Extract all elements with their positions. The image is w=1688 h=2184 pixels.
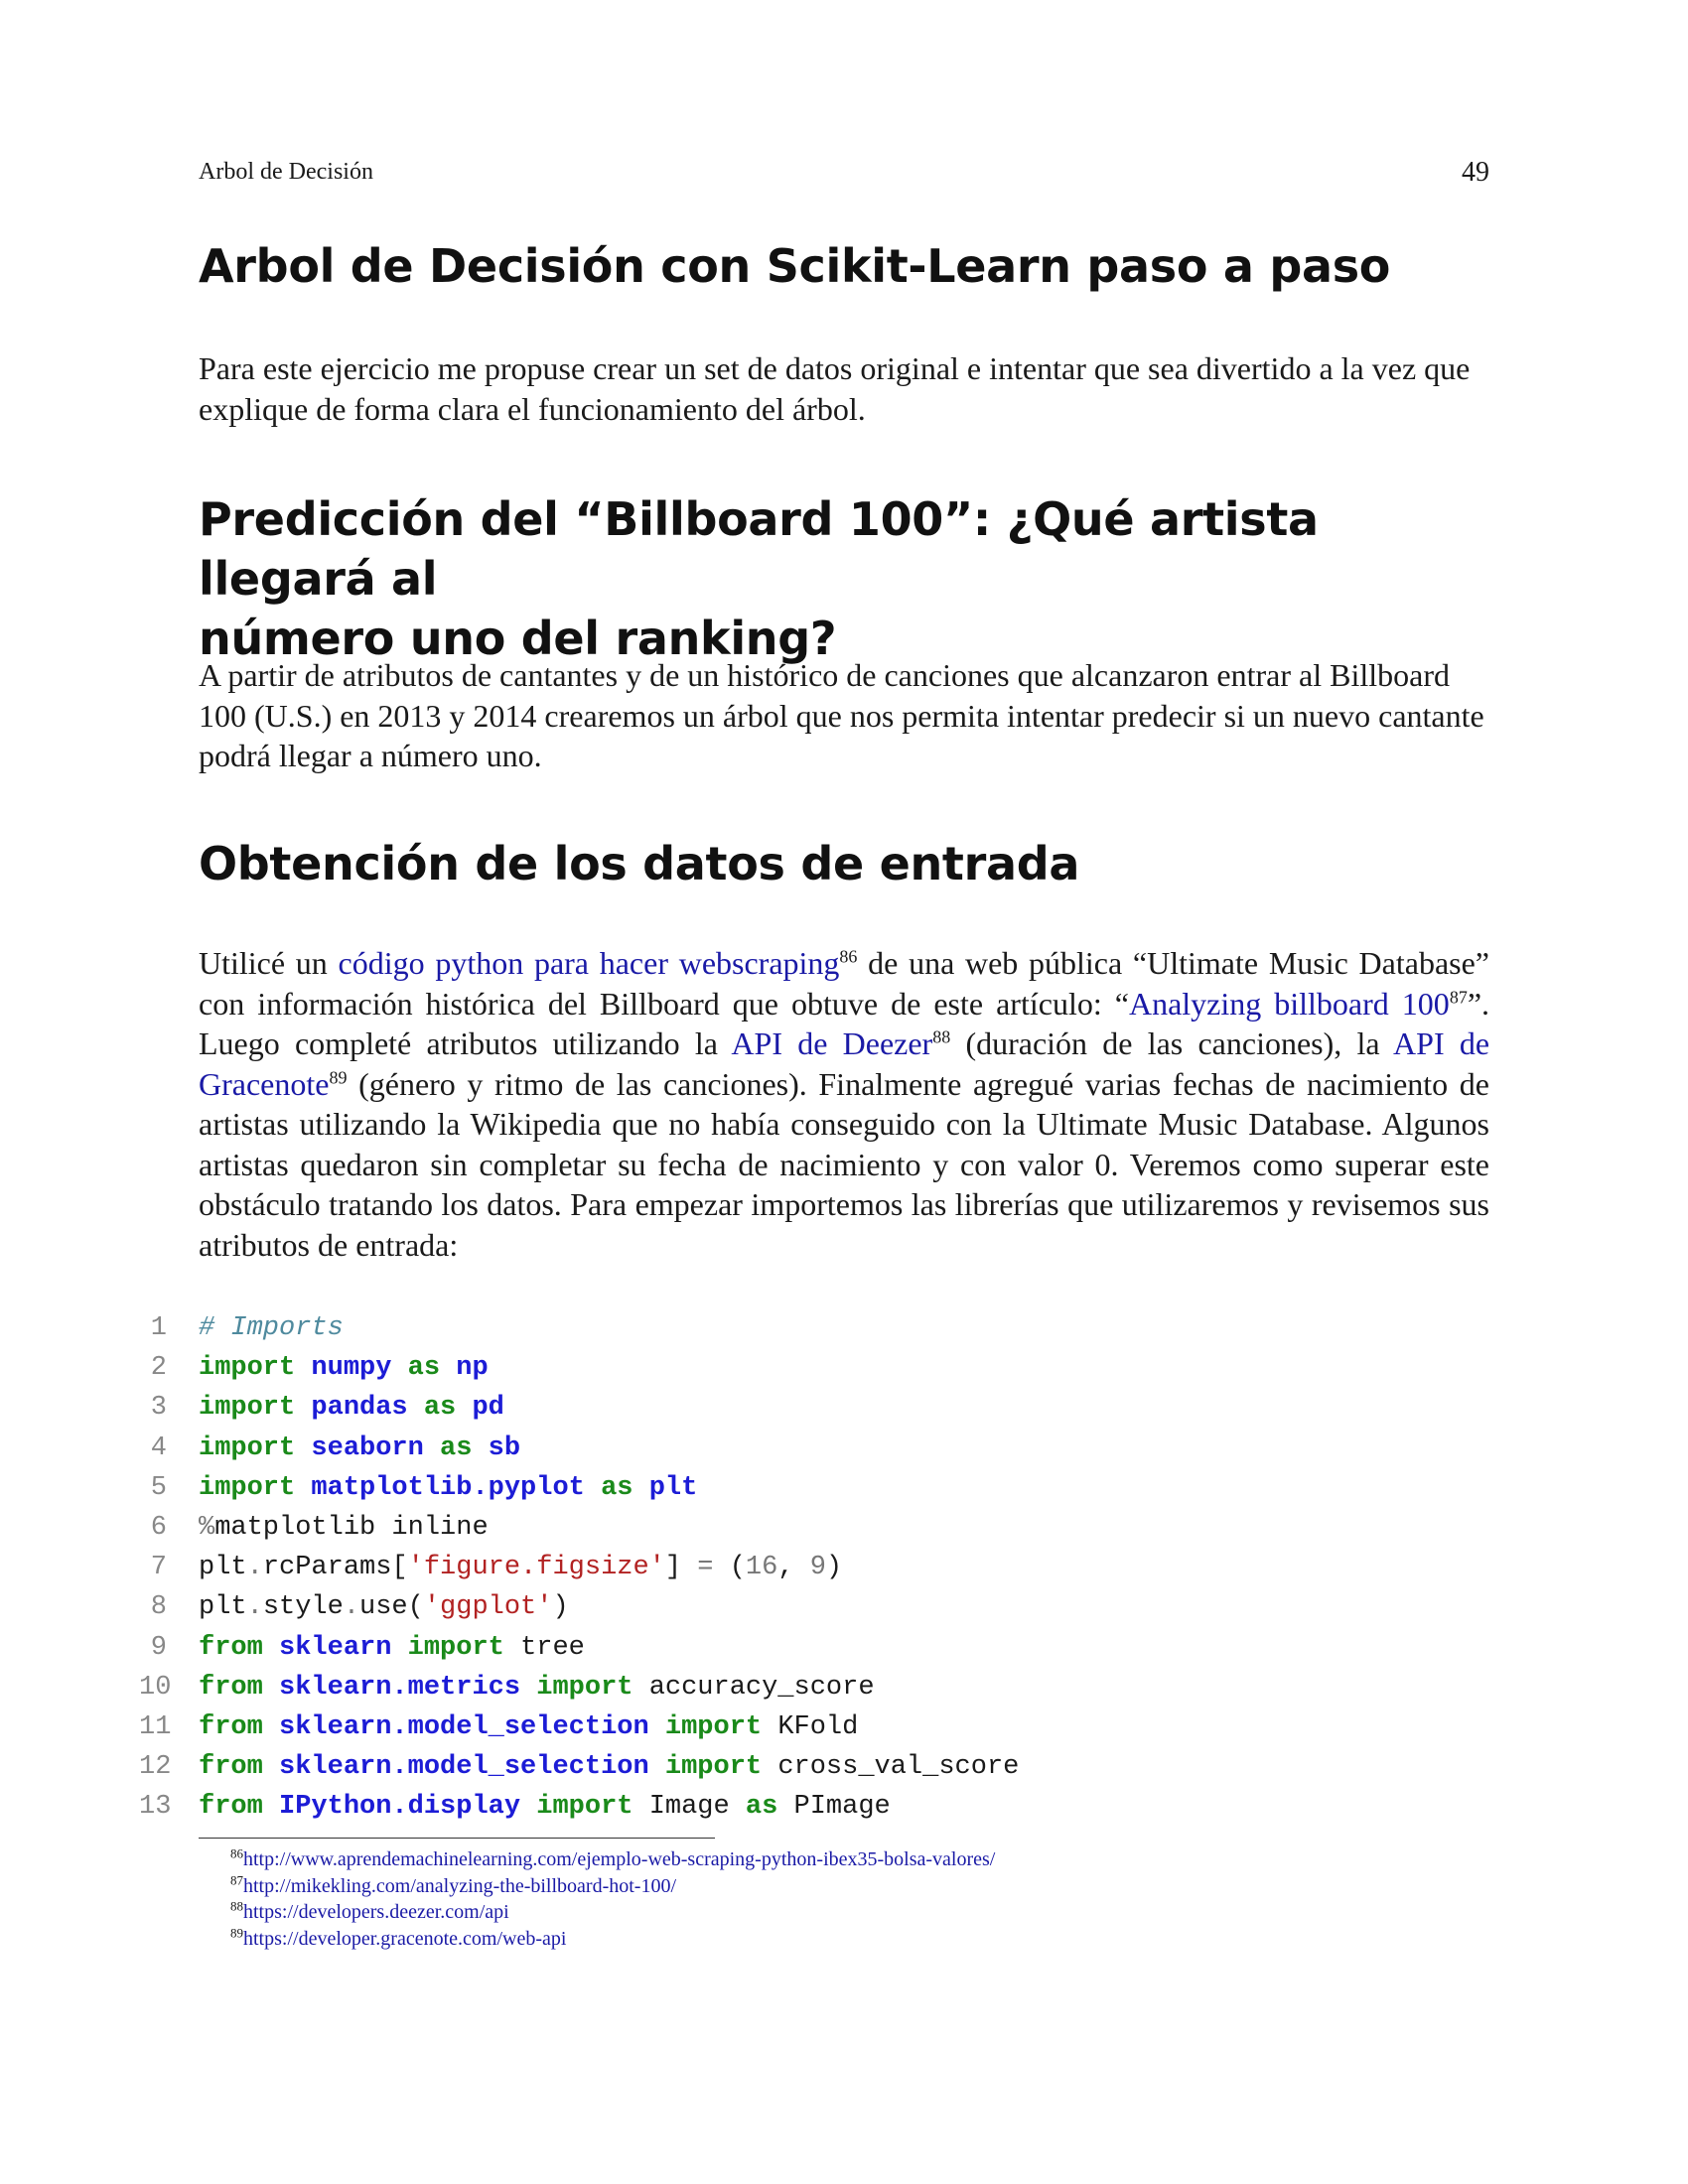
footnote-number: 87 — [230, 1871, 243, 1887]
code-line — [139, 1468, 1529, 1508]
code-keyword: from — [199, 1632, 263, 1663]
code-keyword: import — [536, 1792, 633, 1823]
code-text: ) — [825, 1553, 843, 1583]
line-number: 4 — [150, 1433, 167, 1463]
code-string: 'figure.figsize' — [407, 1553, 665, 1583]
code-keyword: import — [199, 1433, 296, 1463]
line-number: 7 — [150, 1553, 167, 1583]
text-run: (género y ritmo de las canciones). Finalmente agregué varias fechas de nacimiento de artistas utilizando la Wikipedia que no había conseguido con la Ultimate Music Database. Algunos artistas quedaron sin completar su fecha de nacimiento y con valor 0. Veremos como superar este obstáculo tratando los datos. Para empezar importemos las librerías que utilizaremos y revisemos sus atributos de entrada: — [199, 1065, 1489, 1263]
code-line — [139, 1787, 1529, 1827]
datos-paragraph — [199, 943, 1489, 1265]
code-text: ] — [664, 1553, 698, 1583]
code-module: pandas — [311, 1393, 408, 1424]
code-keyword: from — [199, 1672, 263, 1703]
link-analyzing-billboard[interactable]: Analyzing billboard 100 — [1128, 985, 1450, 1022]
code-keyword: import — [199, 1472, 296, 1503]
line-number: 2 — [150, 1353, 167, 1384]
footnote-link[interactable]: http://mikekling.com/analyzing-the-billboard-hot-100/ — [243, 1874, 677, 1897]
code-line — [139, 1388, 1529, 1428]
link-webscraping[interactable]: código python para hacer webscraping — [338, 945, 840, 981]
code-identifier: plt — [199, 1592, 247, 1623]
code-line — [139, 1308, 1529, 1348]
code-identifier: accuracy_score — [648, 1672, 875, 1703]
code-comment: # Imports — [199, 1313, 344, 1343]
code-identifier: use( — [359, 1592, 424, 1623]
code-text: , — [777, 1553, 810, 1583]
code-line — [139, 1707, 1529, 1747]
code-keyword: as — [440, 1433, 473, 1463]
section-heading-billboard-line2: número uno del ranking? — [199, 612, 837, 665]
text-run: de una web pública “Ultimate Music Database” con información histórica del Billboard que obtuve de este artículo: “ — [199, 945, 1489, 1022]
text-run: (duración de las canciones), la — [950, 1025, 1394, 1061]
code-line — [139, 1668, 1529, 1707]
code-alias: pd — [472, 1393, 504, 1424]
code-text: ( — [713, 1553, 746, 1583]
footnote-ref-89[interactable]: 89 — [329, 1066, 348, 1087]
code-module: sklearn.model_selection — [279, 1711, 649, 1742]
code-text: matplotlib inline — [214, 1512, 489, 1543]
code-identifier: plt — [199, 1553, 247, 1583]
running-header-title: Arbol de Decisión — [199, 159, 373, 185]
code-keyword: as — [601, 1472, 633, 1503]
footnote-divider — [199, 1838, 715, 1839]
section-heading-datos-entrada: Obtención de los datos de entrada — [199, 837, 1080, 890]
code-module: matplotlib.pyplot — [311, 1472, 585, 1503]
line-number: 10 — [139, 1672, 172, 1703]
line-number: 5 — [150, 1472, 167, 1503]
footnote-link[interactable]: https://developers.deezer.com/api — [243, 1901, 509, 1923]
code-module: IPython.display — [279, 1792, 521, 1823]
footnote-ref-87[interactable]: 87 — [1449, 986, 1468, 1007]
footnote-number: 88 — [230, 1898, 243, 1914]
line-number: 13 — [139, 1792, 172, 1823]
text-run: Utilicé un — [199, 945, 339, 981]
footnote-item — [230, 1846, 1422, 1873]
code-line — [139, 1508, 1529, 1548]
running-header — [199, 159, 1489, 195]
line-number: 11 — [139, 1711, 172, 1742]
code-keyword: from — [199, 1752, 263, 1783]
link-api-deezer[interactable]: API de Deezer — [731, 1025, 933, 1061]
code-line — [139, 1747, 1529, 1787]
code-identifier: rcParams[ — [262, 1553, 408, 1583]
code-identifier: style — [262, 1592, 344, 1623]
code-keyword: import — [536, 1672, 633, 1703]
footnote-number: 89 — [230, 1924, 243, 1940]
footnote-link[interactable]: https://developer.gracenote.com/web-api — [243, 1927, 567, 1950]
footnote-ref-88[interactable]: 88 — [932, 1026, 951, 1047]
footnote-item — [230, 1899, 1422, 1926]
code-keyword: import — [664, 1752, 763, 1783]
code-text: ) — [552, 1592, 569, 1623]
code-keyword: from — [199, 1792, 263, 1823]
link-api-gracenote[interactable]: API de Gracenote — [199, 1025, 1490, 1102]
page-number: 49 — [1462, 157, 1489, 188]
code-number: 16 — [745, 1553, 778, 1583]
line-number: 6 — [150, 1512, 167, 1543]
code-operator: . — [343, 1592, 360, 1623]
code-line — [139, 1429, 1529, 1468]
line-number: 9 — [150, 1632, 167, 1663]
code-identifier: tree — [520, 1632, 585, 1663]
code-module: numpy — [311, 1353, 392, 1384]
section-heading-billboard — [199, 489, 1489, 668]
code-identifier: PImage — [793, 1792, 891, 1823]
code-string: 'ggplot' — [423, 1592, 553, 1623]
footnote-link[interactable]: http://www.aprendemachinelearning.com/ejemplo-web-scraping-python-ibex35-bolsa-valores/ — [243, 1848, 996, 1870]
code-alias: sb — [488, 1433, 521, 1463]
code-line — [139, 1587, 1529, 1627]
code-keyword: import — [407, 1632, 504, 1663]
intro-paragraph: Para este ejercicio me propuse crear un set de datos original e intentar que sea divertido a la vez que explique de forma clara el funcionamiento del árbol. — [199, 350, 1471, 427]
code-operator: . — [246, 1553, 263, 1583]
footnotes — [230, 1846, 1422, 1952]
code-module: sklearn.model_selection — [279, 1752, 649, 1783]
code-module: sklearn — [279, 1632, 392, 1663]
line-number: 3 — [150, 1393, 167, 1424]
code-alias: np — [456, 1353, 489, 1384]
code-identifier: Image — [648, 1792, 730, 1823]
code-number: 9 — [809, 1553, 826, 1583]
text-run: ”. Luego completé atributos utilizando la — [199, 985, 1490, 1061]
code-alias: plt — [648, 1472, 698, 1503]
code-keyword: import — [664, 1711, 763, 1742]
line-number: 12 — [139, 1752, 172, 1783]
code-identifier: cross_val_score — [777, 1752, 1020, 1783]
code-keyword: from — [199, 1711, 263, 1742]
code-line — [139, 1348, 1529, 1388]
code-keyword: as — [745, 1792, 778, 1823]
section-heading-billboard-line1: Predicción del “Billboard 100”: ¿Qué artista llegará al — [199, 492, 1319, 606]
code-line — [139, 1628, 1529, 1668]
footnote-item — [230, 1926, 1422, 1953]
code-identifier: KFold — [777, 1711, 859, 1742]
footnote-item — [230, 1873, 1422, 1900]
line-number: 8 — [150, 1592, 167, 1623]
code-keyword: import — [199, 1393, 296, 1424]
code-block — [139, 1308, 1529, 1827]
code-keyword: import — [199, 1353, 296, 1384]
footnote-ref-86[interactable]: 86 — [839, 946, 858, 967]
line-number: 1 — [150, 1313, 167, 1343]
code-keyword: as — [423, 1393, 457, 1424]
footnote-number: 86 — [230, 1845, 243, 1861]
billboard-paragraph: A partir de atributos de cantantes y de un histórico de canciones que alcanzaron entrar al Billboard 100 (U.S.) en 2013 y 2014 crearemos un árbol que nos permita intentar predecir si un nuevo cantante podrá llegar a número uno. — [199, 657, 1484, 773]
code-module: sklearn.metrics — [279, 1672, 521, 1703]
code-operator: = — [697, 1553, 714, 1583]
code-operator: . — [246, 1592, 263, 1623]
code-module: seaborn — [311, 1433, 424, 1463]
code-operator: % — [199, 1512, 215, 1543]
section-heading-scikit-learn: Arbol de Decisión con Scikit-Learn paso a paso — [199, 239, 1391, 293]
code-line — [139, 1548, 1529, 1587]
code-keyword: as — [407, 1353, 441, 1384]
